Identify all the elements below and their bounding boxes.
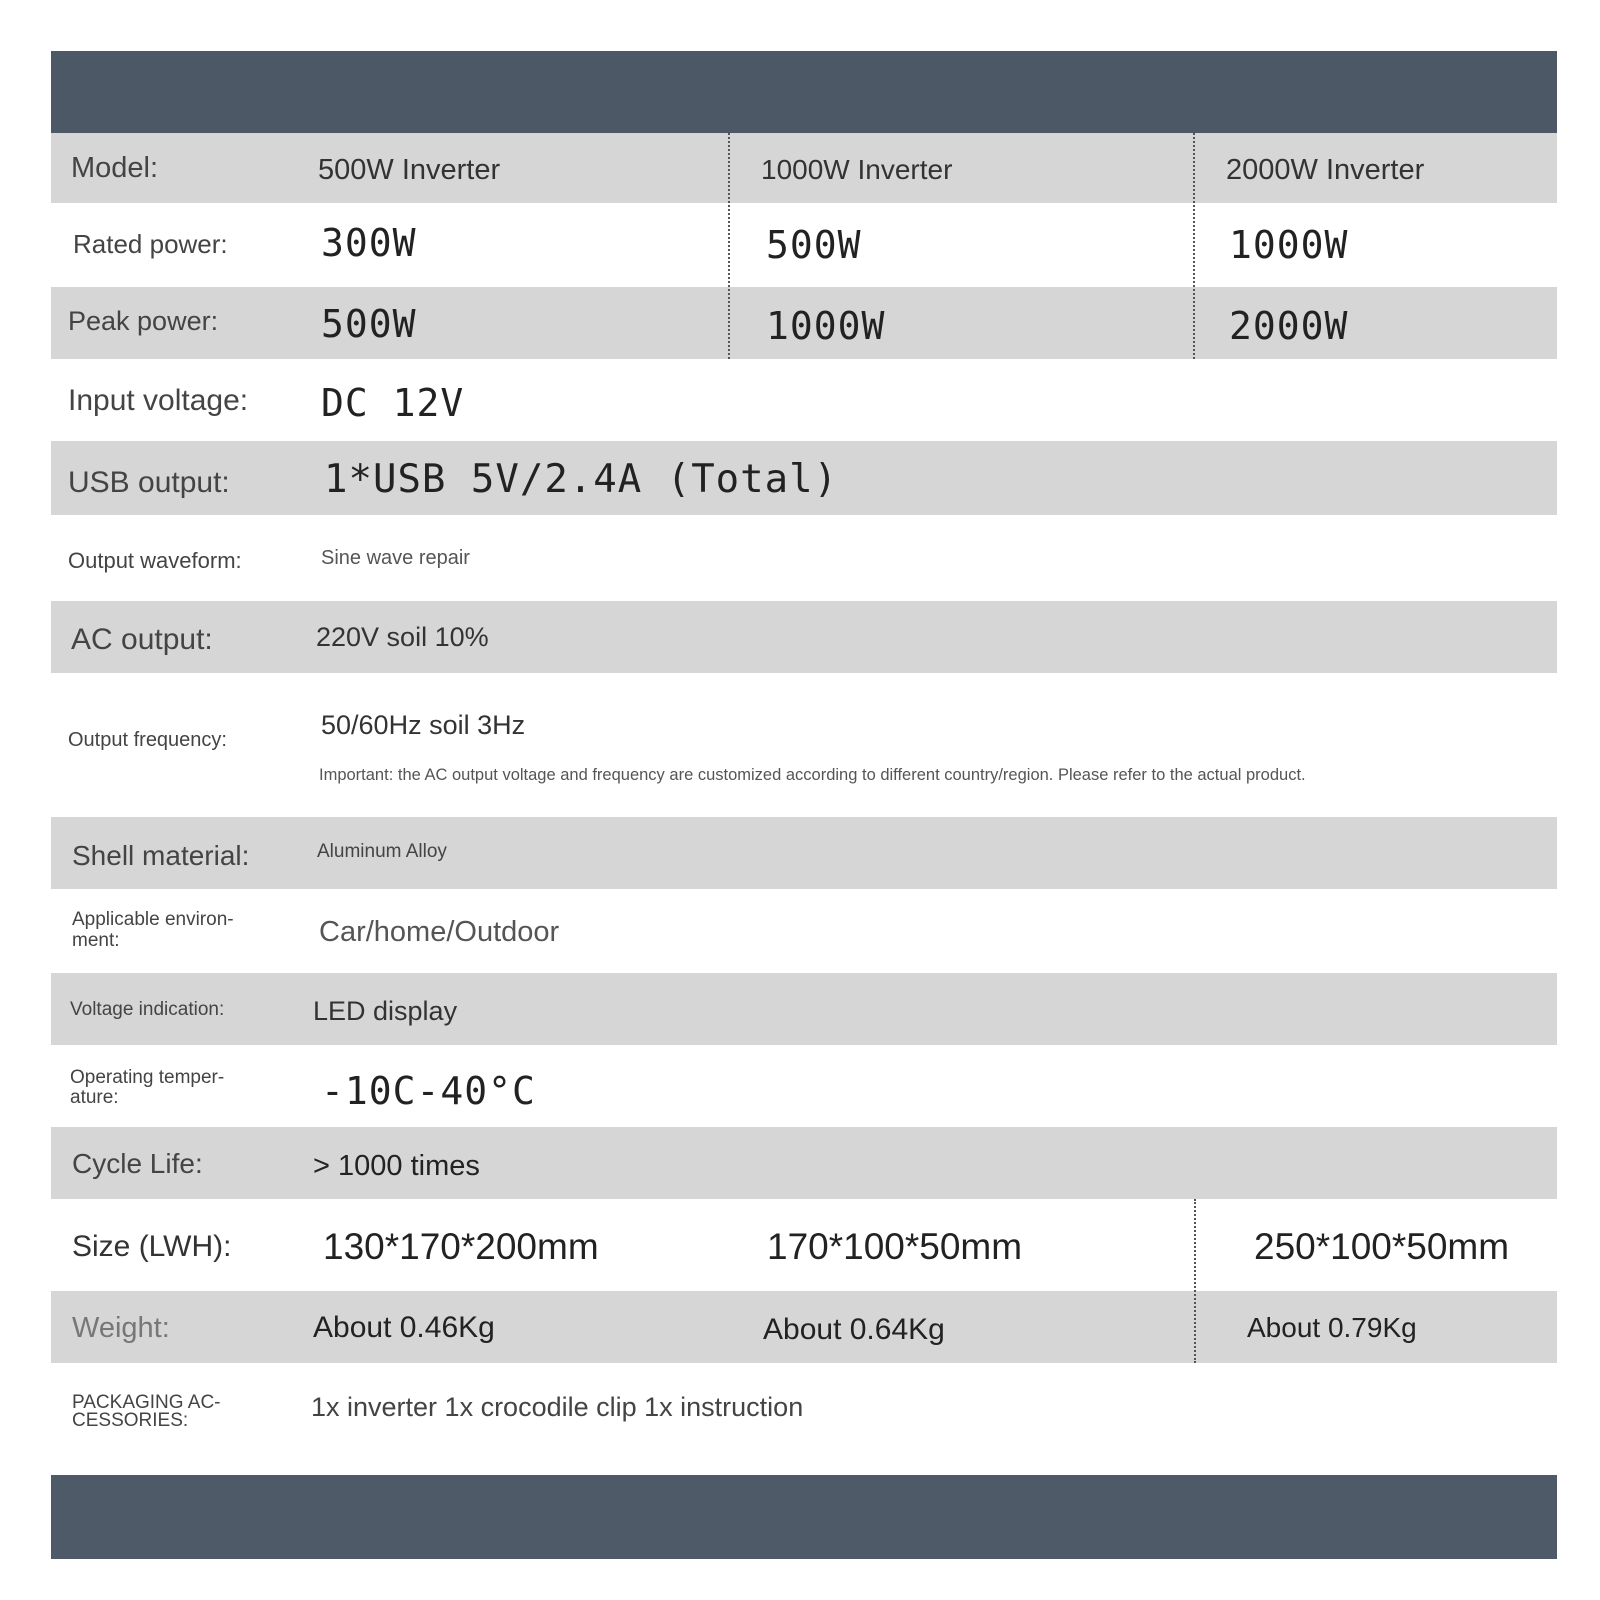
label-ac-output: AC output: — [71, 623, 213, 656]
model-1000w: 1000W Inverter — [761, 154, 953, 185]
label-applicable-environment-1: Applicable environ- — [72, 909, 234, 930]
row-output-waveform — [51, 515, 1557, 601]
label-cycle-life: Cycle Life: — [72, 1148, 203, 1179]
weight-500w: About 0.46Kg — [313, 1311, 495, 1344]
column-divider-2 — [1193, 133, 1195, 359]
label-input-voltage: Input voltage: — [68, 384, 249, 417]
weight-1000w: About 0.64Kg — [763, 1313, 945, 1346]
operating-temperature-value: -10C-40°C — [321, 1069, 536, 1113]
size-500w: 130*170*200mm — [323, 1226, 599, 1267]
bottom-banner — [51, 1475, 1557, 1559]
packaging-value: 1x inverter 1x crocodile clip 1x instruction — [311, 1392, 804, 1422]
label-operating-temperature-1: Operating temper- — [70, 1067, 225, 1088]
row-voltage-indication — [51, 973, 1557, 1045]
rated-power-500w: 300W — [321, 221, 417, 265]
row-weight — [51, 1291, 1557, 1363]
model-500w: 500W Inverter — [318, 154, 501, 186]
column-divider-3 — [1194, 1199, 1196, 1363]
peak-power-2000w: 2000W — [1229, 304, 1349, 348]
label-size: Size (LWH): — [72, 1230, 232, 1263]
label-output-waveform: Output waveform: — [68, 548, 242, 573]
cycle-life-value: > 1000 times — [313, 1150, 480, 1182]
spec-sheet — [51, 51, 1557, 1559]
row-output-frequency — [51, 673, 1557, 817]
row-rated-power — [51, 203, 1557, 287]
label-voltage-indication: Voltage indication: — [70, 999, 225, 1020]
row-model — [51, 133, 1557, 203]
weight-2000w: About 0.79Kg — [1247, 1312, 1417, 1343]
row-operating-temperature — [51, 1045, 1557, 1127]
model-2000w: 2000W Inverter — [1226, 154, 1425, 186]
row-input-voltage — [51, 359, 1557, 441]
row-ac-output — [51, 601, 1557, 673]
output-frequency-note: Important: the AC output voltage and frequency are customized according to different country/region. Please refer to the actual product. — [319, 766, 1306, 784]
row-cycle-life — [51, 1127, 1557, 1199]
label-output-frequency: Output frequency: — [68, 729, 227, 751]
label-model: Model: — [71, 152, 159, 184]
row-shell-material — [51, 817, 1557, 889]
label-operating-temperature-2: ature: — [70, 1087, 119, 1108]
output-waveform-value: Sine wave repair — [321, 547, 470, 569]
label-weight: Weight: — [72, 1312, 170, 1344]
label-packaging-1: PACKAGING AC- — [72, 1392, 221, 1413]
label-usb-output: USB output: — [68, 466, 230, 499]
shell-material-value: Aluminum Alloy — [317, 841, 447, 862]
applicable-environment-value: Car/home/Outdoor — [319, 916, 560, 948]
peak-power-500w: 500W — [321, 302, 417, 346]
row-size — [51, 1199, 1557, 1291]
top-banner — [51, 51, 1557, 133]
row-usb-output — [51, 441, 1557, 515]
rated-power-2000w: 1000W — [1229, 223, 1349, 267]
column-divider-1 — [728, 133, 730, 359]
row-packaging — [51, 1363, 1557, 1475]
input-voltage-value: DC 12V — [321, 381, 465, 425]
label-applicable-environment-2: ment: — [72, 930, 120, 951]
rated-power-1000w: 500W — [766, 223, 862, 267]
label-packaging-2: CESSORIES: — [72, 1410, 189, 1431]
row-peak-power — [51, 287, 1557, 359]
size-2000w: 250*100*50mm — [1254, 1226, 1510, 1267]
voltage-indication-value: LED display — [313, 996, 458, 1026]
label-shell-material: Shell material: — [72, 840, 250, 871]
size-1000w: 170*100*50mm — [767, 1226, 1023, 1267]
usb-output-value: 1*USB 5V/2.4A (Total) — [324, 457, 839, 502]
row-applicable-environment — [51, 889, 1557, 973]
ac-output-value: 220V soil 10% — [316, 622, 489, 652]
peak-power-1000w: 1000W — [766, 304, 886, 348]
label-peak-power: Peak power: — [68, 306, 219, 336]
label-rated-power: Rated power: — [73, 229, 228, 259]
output-frequency-value: 50/60Hz soil 3Hz — [321, 710, 526, 740]
